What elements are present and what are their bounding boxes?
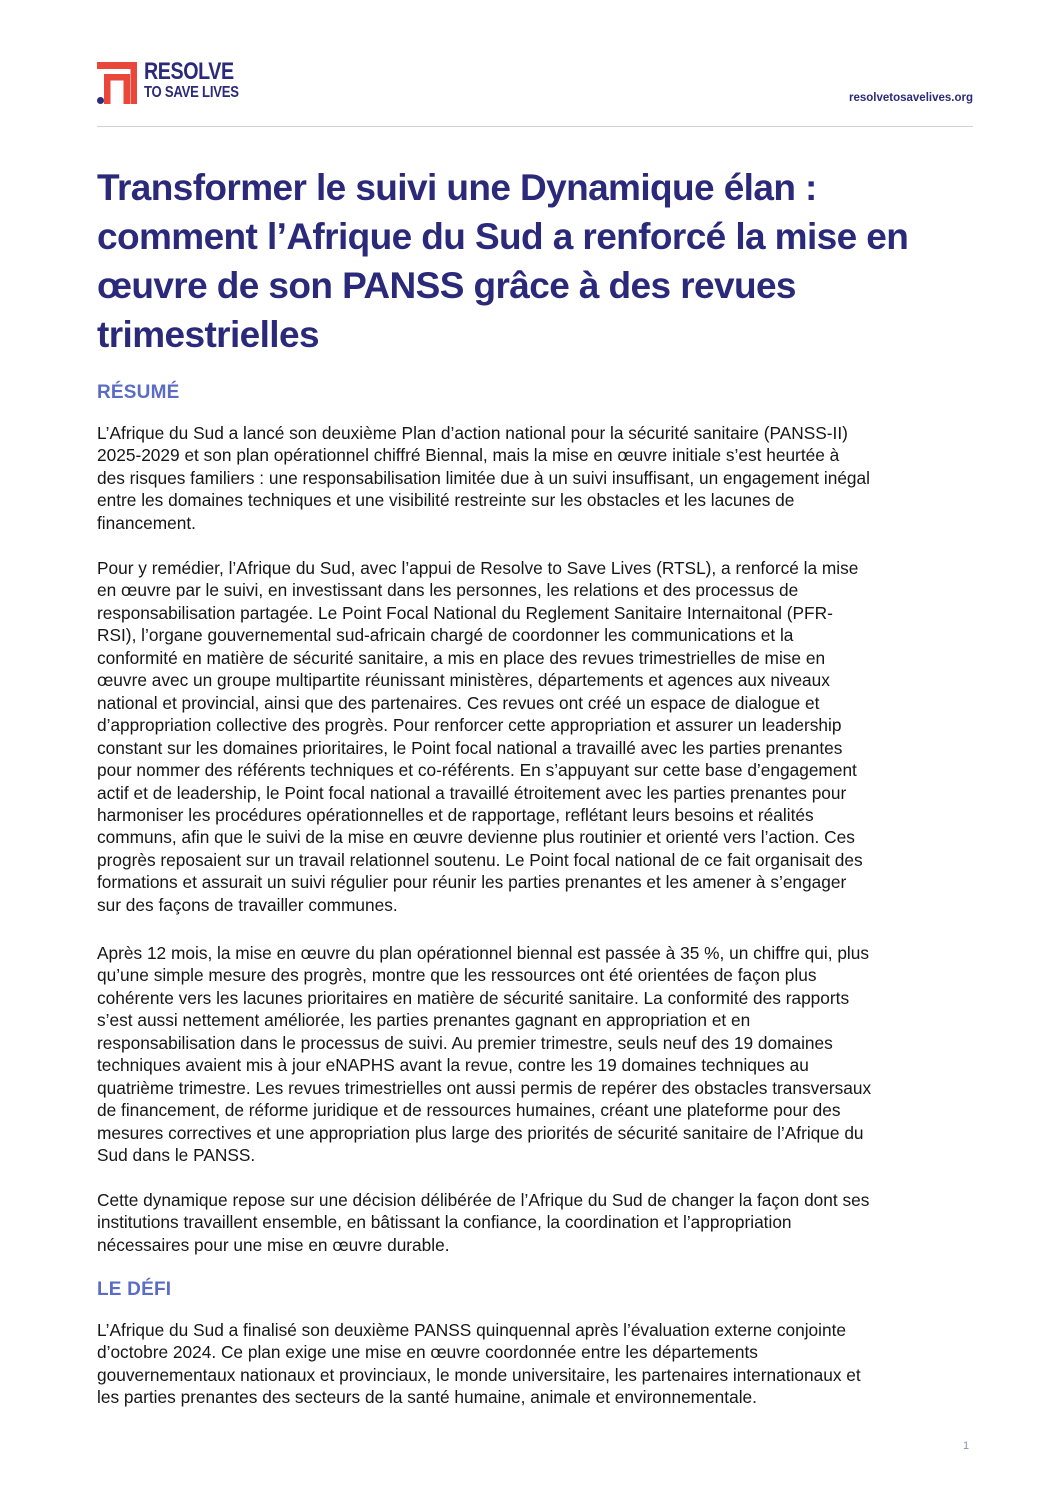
paragraph-results <box>97 942 977 1167</box>
text-line: qu’une simple mesure des progrès, montre que les ressources ont été orientées de façon plus <box>97 965 817 986</box>
page-header <box>97 60 973 110</box>
page-title <box>97 163 977 359</box>
text-line: L’Afrique du Sud a finalisé son deuxième PANSS quinquennal après l’évaluation externe conjointe <box>97 1320 847 1340</box>
text-line: formations et assurait un suivi régulier pour réunir les parties prenantes et les amener à s’engager <box>97 872 847 893</box>
text-line: national et provincial, ainsi que des partenaires. Ces revues ont créé un espace de dialogue et <box>97 692 820 713</box>
text-line: progrès reposaient sur un travail relationnel soutenu. Le Point focal national de ce fait organisait des <box>97 849 863 870</box>
logo-wordmark <box>144 60 260 101</box>
text-line: L’Afrique du Sud a lancé son deuxième Plan d’action national pour la sécurité sanitaire (PANSS-II) <box>97 423 848 443</box>
section-heading-resume: RÉSUMÉ <box>97 382 180 403</box>
site-url-link[interactable]: resolvetosavelives.org <box>848 92 973 104</box>
text-line: d’appropriation collective des progrès. Pour renforcer cette appropriation et assurer un leadership <box>97 715 842 736</box>
text-line: des risques familiers : une responsabilisation limitée due à un suivi insuffisant, un engagement inégal <box>97 467 870 488</box>
text-line: pour nommer des référents techniques et co-référents. En s’appuyant sur cette base d’engagement <box>97 760 857 781</box>
logo-line-1: RESOLVE <box>144 58 234 85</box>
text-line: nécessaires pour une mise en œuvre durable. <box>97 1234 450 1255</box>
text-line: mesures correctives et une appropriation plus large des priorités de sécurité sanitaire de l’Afrique du <box>97 1122 864 1143</box>
text-line: œuvre avec un groupe multipartite réunissant ministères, départements et agences aux niveaux <box>97 670 830 691</box>
text-line: d’octobre 2024. Ce plan exige une mise en œuvre coordonnée entre les départements <box>97 1342 758 1363</box>
paragraph-challenge <box>97 1319 977 1409</box>
paragraph-dynamic <box>97 1189 977 1256</box>
text-line: les parties prenantes des secteurs de la santé humaine, animale et environnementale. <box>97 1387 757 1408</box>
text-line: quatrième trimestre. Les revues trimestrielles ont aussi permis de repérer des obstacles transversaux <box>97 1077 872 1098</box>
text-line: RSI), l’organe gouvernemental sud-africain chargé de coordonner les communications et la <box>97 625 794 646</box>
title-line: trimestrielles <box>97 314 319 355</box>
page-number: 1 <box>963 1440 970 1452</box>
text-line: conformité en matière de sécurité sanitaire, a mis en place des revues trimestrielles de mise en <box>97 647 826 668</box>
text-line: institutions travaillent ensemble, en bâtissant la confiance, la coordination et l’appropriation <box>97 1212 792 1233</box>
text-line: Sud dans le PANSS. <box>97 1145 256 1166</box>
text-line: actif et de leadership, le Point focal national a travaillé étroitement avec les parties prenantes pour <box>97 782 847 803</box>
text-line: Après 12 mois, la mise en œuvre du plan opérationnel biennal est passée à 35 %, un chiffre qui, plus <box>97 943 870 963</box>
text-line: harmoniser les procédures opérationnelles et de rapportage, reflétant leurs besoins et réalités <box>97 804 814 825</box>
text-line: constant sur les domaines prioritaires, le Point focal national a travaillé avec les parties prenantes <box>97 737 843 758</box>
paragraph-resume-intro <box>97 422 977 534</box>
header-divider <box>97 126 973 127</box>
text-line: en œuvre par le suivi, en investissant dans les personnes, les relations et des processus de <box>97 580 799 601</box>
text-line: responsabilisation dans le processus de suivi. Au premier trimestre, seuls neuf des 19 domaines <box>97 1032 833 1053</box>
text-line: communs, afin que le suivi de la mise en œuvre devienne plus routinier et orienté vers l’action. Ces <box>97 827 855 848</box>
resolve-logo[interactable] <box>97 60 257 108</box>
logo-mark-icon <box>97 62 137 104</box>
text-line: entre les domaines techniques et une visibilité restreinte sur les obstacles et les lacunes de <box>97 490 795 511</box>
title-line: Transformer le suivi une Dynamique élan : <box>97 167 817 208</box>
text-line: Cette dynamique repose sur une décision délibérée de l’Afrique du Sud de changer la façon dont ses <box>97 1190 870 1210</box>
text-line: 2025-2029 et son plan opérationnel chiffré Biennal, mais la mise en œuvre initiale s’est heurtée à <box>97 445 840 466</box>
paragraph-remedy <box>97 557 977 916</box>
title-line: œuvre de son PANSS grâce à des revues <box>97 265 796 306</box>
text-line: techniques avaient mis à jour eNAPHS avant la revue, contre les 19 domaines techniques au <box>97 1055 809 1076</box>
text-line: s’est aussi nettement améliorée, les parties prenantes gagnant en appropriation et en <box>97 1010 751 1031</box>
text-line: Pour y remédier, l’Afrique du Sud, avec l’appui de Resolve to Save Lives (RTSL), a renforcé la mise <box>97 558 859 578</box>
text-line: gouvernementaux nationaux et provinciaux, le monde universitaire, les partenaires internationaux et <box>97 1364 861 1385</box>
section-heading-defi: LE DÉFI <box>97 1279 172 1300</box>
text-line: cohérente vers les lacunes prioritaires en matière de sécurité sanitaire. La conformité des rapports <box>97 987 850 1008</box>
title-line: comment l’Afrique du Sud a renforcé la mise en <box>97 216 909 257</box>
text-line: financement. <box>97 512 196 533</box>
text-line: sur des façons de travailler communes. <box>97 894 398 915</box>
text-line: responsabilisation partagée. Le Point Focal National du Reglement Sanitaire Internaitonal (PFR- <box>97 602 833 623</box>
text-line: de financement, de réforme juridique et de ressources humaines, créant une plateforme pour des <box>97 1100 841 1121</box>
logo-line-2: TO SAVE LIVES <box>144 84 239 101</box>
